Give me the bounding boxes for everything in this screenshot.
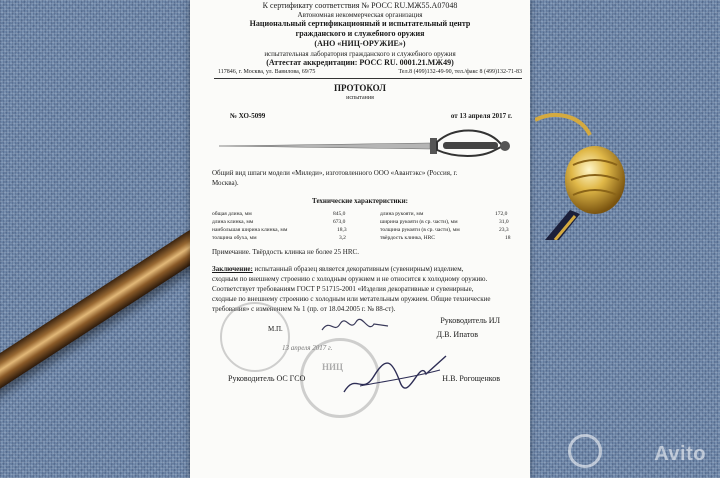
org-name-line-1: Национальный сертификационный и испытательный центр	[249, 19, 471, 28]
spec-row: длина рукояти, мм	[380, 211, 424, 217]
signature-ipatov	[320, 314, 390, 338]
spec-row: длина клинка, мм	[212, 219, 254, 225]
stamp-logo: НИЦ	[322, 362, 344, 372]
spec-value: 31,0	[499, 219, 509, 225]
stamp-date: 13 апреля 2017 г.	[282, 344, 333, 352]
spec-value: 18	[505, 235, 511, 241]
lab-name: испытательная лаборатория гражданского и служебного оружия	[264, 50, 456, 58]
item-description: Общий вид шпаги модели «Миледи», изготовленного ООО «Авантэкс» (Россия, г. Москва).	[212, 169, 458, 187]
address: 117846, г. Москва, ул. Вавилова, 69/75	[218, 69, 316, 75]
head-of-cert-body-label: Руководитель ОС ГСО	[228, 374, 306, 383]
org-name-line-3: (АНО «НИЦ-ОРУЖИЕ»)	[314, 39, 406, 48]
spec-value: 172,0	[495, 211, 508, 217]
round-stamp	[220, 302, 290, 372]
spec-row: толщина рукояти (в ср. части), мм	[380, 227, 460, 233]
sword-photo	[215, 126, 515, 166]
phone: Тел.8 (499)132-49-90, тел./факс 8 (499)132-71-83	[398, 69, 522, 75]
mp-label: М.П.	[268, 325, 283, 333]
protocol-subtitle: испытания	[346, 95, 374, 101]
note: Примечание. Твёрдость клинка не более 25 HRC.	[212, 248, 359, 256]
protocol-date: от 13 апреля 2017 г.	[450, 112, 512, 120]
spec-value: 673,0	[333, 219, 346, 225]
org-name-line-2: гражданского и служебного оружия	[295, 29, 425, 38]
spec-row: наибольшая ширина клинка, мм	[212, 227, 288, 233]
spec-value: 845,0	[333, 211, 346, 217]
spec-row: общая длина, мм	[212, 211, 252, 217]
specs-title: Технические характеристики:	[312, 197, 408, 205]
certificate-reference: К сертификату соответствия № РОСС RU.МЖ55.А07048	[262, 1, 458, 10]
signer-rogoshchenkov: Н.В. Рогощенков	[442, 374, 500, 383]
test-protocol-document	[190, 0, 530, 478]
protocol-title: ПРОТОКОЛ	[334, 83, 386, 93]
spec-value: 3,2	[339, 235, 346, 241]
spec-value: 18,3	[337, 227, 347, 233]
header-divider	[214, 78, 522, 79]
signature-rogoshchenkov	[340, 352, 450, 400]
protocol-number: № ХО-5099	[230, 112, 266, 120]
brass-sword-hilt	[535, 110, 645, 240]
spec-row: твёрдость клинка, HRC	[380, 235, 435, 241]
watermark-text: Avito	[654, 443, 706, 465]
conclusion: Заключение: испытанный образец является декоративным (сувенирным) изделием, сходным по внешнему строению с холодным оружием и не относится к холодному оружию. Соответствует требованиям ГОСТ Р 51715-2001 «Изделия декоративные и сувенирные, сходные по внешнему строению с холодным или метательным оружием. Общие технические требования» с изменением № 1 (пр. от 18.04.2005 г. № 88-ст).	[212, 265, 491, 313]
accreditation: (Аттестат аккредитации: РОСС RU. 0001.21.МЖ49)	[266, 58, 454, 67]
signer-ipatov: Д.В. Ипатов	[436, 330, 478, 339]
spec-row: толщина обуха, мм	[212, 235, 257, 241]
watermark-logo-icon	[568, 434, 602, 468]
spec-row: ширина рукояти (в ср. части), мм	[380, 219, 458, 225]
head-of-lab-label: Руководитель ИЛ	[440, 316, 500, 325]
org-type: Автономная некоммерческая организация	[297, 11, 423, 19]
spec-value: 23,3	[499, 227, 509, 233]
